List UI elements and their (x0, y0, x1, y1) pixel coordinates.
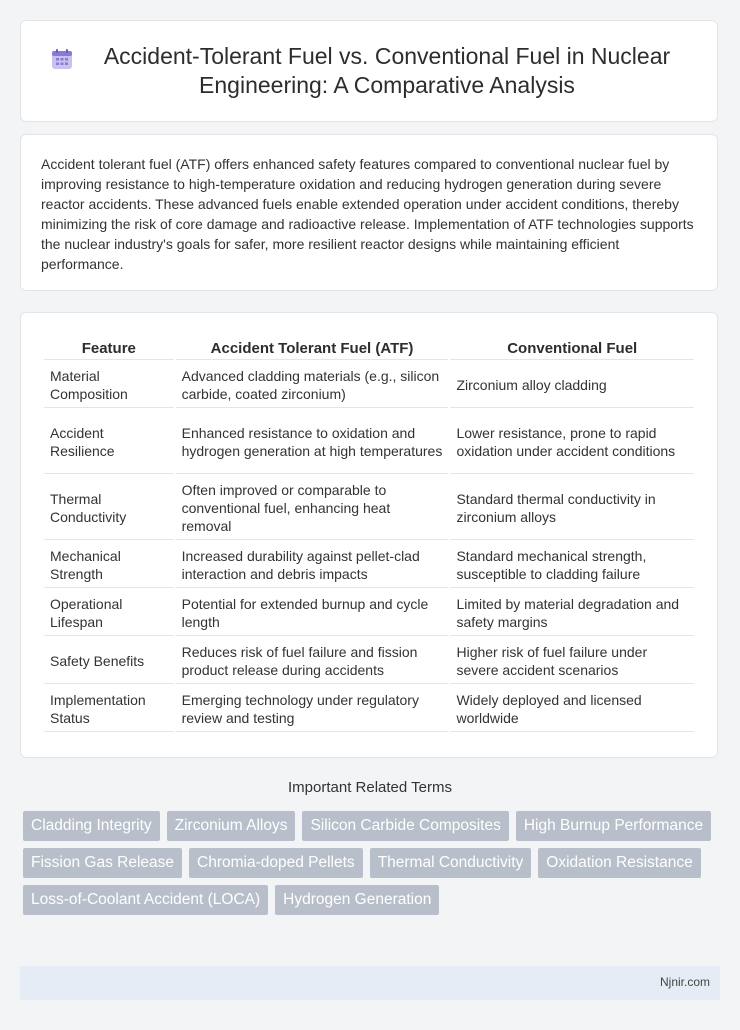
table-row (44, 590, 694, 636)
table-row (44, 362, 694, 408)
table-row (44, 686, 694, 732)
atf-cell: Enhanced resistance to oxidation and hydrogen generation at high temperatures (176, 410, 449, 474)
tag-oxidation-resistance[interactable]: Oxidation Resistance (538, 848, 700, 878)
table-row (44, 542, 694, 588)
conventional-cell: Standard mechanical strength, susceptible to cladding failure (450, 542, 694, 588)
conventional-cell: Standard thermal conductivity in zirconium alloys (450, 476, 694, 540)
calendar-icon (51, 48, 73, 70)
feature-cell: Mechanical Strength (44, 542, 174, 588)
footer-site[interactable]: Njnir.com (659, 975, 710, 989)
feature-cell: Material Composition (44, 362, 174, 408)
feature-cell: Implementation Status (44, 686, 174, 732)
comparison-table (42, 333, 696, 734)
intro-paragraph: Accident tolerant fuel (ATF) offers enhanced safety features compared to conventional nuclear fuel by improving resistance to high-temperature oxidation and reducing hydrogen generation during severe reactor accidents. These advanced fuels enable extended operation under accident conditions, thereby minimizing the risk of core damage and radioactive release. Implementation of ATF technologies supports the nuclear industry's goals for safer, more resilient reactor designs while maintaining efficient performance. (41, 156, 694, 272)
header-feature: Feature (44, 335, 174, 360)
atf-cell: Often improved or comparable to conventional fuel, enhancing heat removal (176, 476, 449, 540)
atf-cell: Increased durability against pellet-clad interaction and debris impacts (176, 542, 449, 588)
footer (20, 966, 720, 1000)
related-terms-title: Important Related Terms (288, 779, 452, 796)
table-row (44, 476, 694, 540)
conventional-cell: Zirconium alloy cladding (450, 362, 694, 408)
conventional-cell: Lower resistance, prone to rapid oxidation under accident conditions (450, 410, 694, 474)
page-title: Accident-Tolerant Fuel vs. Conventional Fuel in Nuclear Engineering: A Comparative Analysis (103, 43, 671, 98)
table-header-row (44, 335, 694, 360)
atf-cell: Emerging technology under regulatory review and testing (176, 686, 449, 732)
table-row (44, 410, 694, 474)
tag-thermal-conductivity[interactable]: Thermal Conductivity (370, 848, 532, 878)
related-terms-tags (23, 811, 723, 915)
tag-hydrogen-generation[interactable]: Hydrogen Generation (275, 885, 439, 915)
conventional-cell: Higher risk of fuel failure under severe accident scenarios (450, 638, 694, 684)
tag-loca[interactable]: Loss-of-Coolant Accident (LOCA) (23, 885, 268, 915)
feature-cell: Operational Lifespan (44, 590, 174, 636)
atf-cell: Potential for extended burnup and cycle length (176, 590, 449, 636)
title-card (20, 20, 718, 122)
atf-cell: Advanced cladding materials (e.g., silicon carbide, coated zirconium) (176, 362, 449, 408)
feature-cell: Accident Resilience (44, 410, 174, 474)
tag-zirconium-alloys[interactable]: Zirconium Alloys (167, 811, 296, 841)
tag-cladding-integrity[interactable]: Cladding Integrity (23, 811, 160, 841)
feature-cell: Safety Benefits (44, 638, 174, 684)
table-row (44, 638, 694, 684)
tag-high-burnup-performance[interactable]: High Burnup Performance (516, 811, 711, 841)
tag-fission-gas-release[interactable]: Fission Gas Release (23, 848, 182, 878)
tag-silicon-carbide-composites[interactable]: Silicon Carbide Composites (302, 811, 508, 841)
conventional-cell: Limited by material degradation and safety margins (450, 590, 694, 636)
comparison-table-card (20, 312, 718, 758)
feature-cell: Thermal Conductivity (44, 476, 174, 540)
intro-card (20, 134, 718, 291)
header-conventional: Conventional Fuel (450, 335, 694, 360)
atf-cell: Reduces risk of fuel failure and fission product release during accidents (176, 638, 449, 684)
tag-chromia-doped-pellets[interactable]: Chromia-doped Pellets (189, 848, 363, 878)
conventional-cell: Widely deployed and licensed worldwide (450, 686, 694, 732)
header-atf: Accident Tolerant Fuel (ATF) (176, 335, 449, 360)
